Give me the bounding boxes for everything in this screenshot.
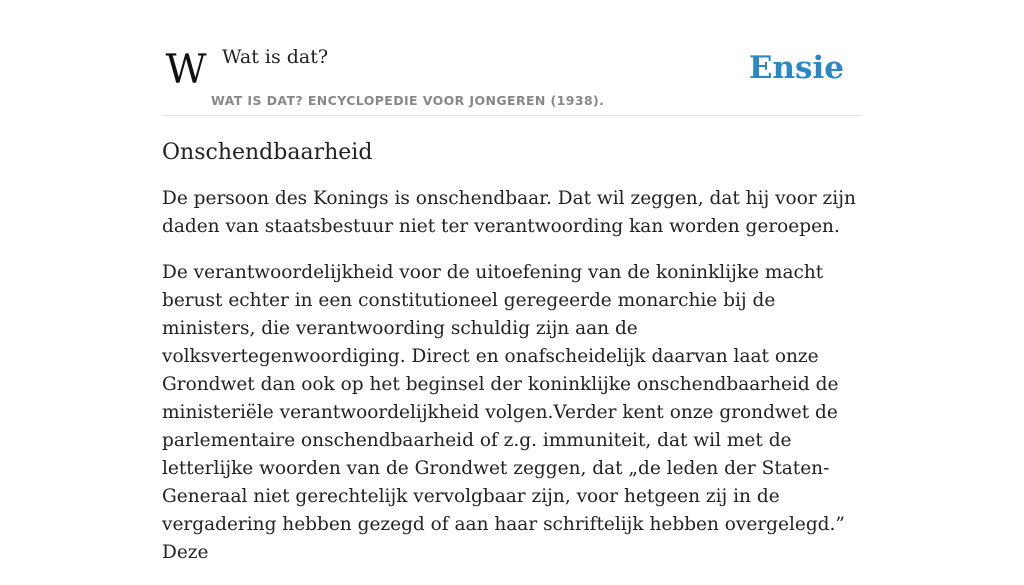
brand-logo[interactable]: Ensie (748, 50, 844, 86)
svg-text:W: W (165, 50, 207, 90)
article-paragraph: De persoon des Konings is onschendbaar. Dat wil zeggen, dat hij voor zijn daden van staatsbestuur niet ter verantwoording kan worden geroepen. (162, 188, 856, 237)
site-header (162, 40, 862, 116)
site-subtitle: WAT IS DAT? ENCYCLOPEDIE VOOR JONGEREN (1938). (211, 93, 605, 108)
article-paragraph: De verantwoordelijkheid voor de uitoefening van de koninklijke macht berust echter in een constitutioneel geregeerde monarchie bij de ministers, die verantwoording schuldig zijn aan de volksvertegenwoordiging. Direct en onafscheidelijk daarvan laat onze Grondwet dan ook op het beginsel der koninklijke onschendbaarheid de ministeriële verantwoordelijkheid volgen.Verder kent onze grondwet de parlementaire onschendbaarheid of z.g. immuniteit, dat wil met de letterlijke woorden van de Grondwet zeggen, dat „de leden der Staten-Generaal niet gerechtelijk vervolgbaar zijn, voor hetgeen zij in de vergadering hebben gezegd of aan haar schriftelijk hebben overgelegd.” Deze (162, 262, 845, 563)
article-title: Onschendbaarheid (162, 140, 373, 165)
site-title[interactable]: Wat is dat? (222, 46, 329, 68)
w-logo-icon[interactable] (164, 50, 208, 90)
article (162, 140, 862, 585)
